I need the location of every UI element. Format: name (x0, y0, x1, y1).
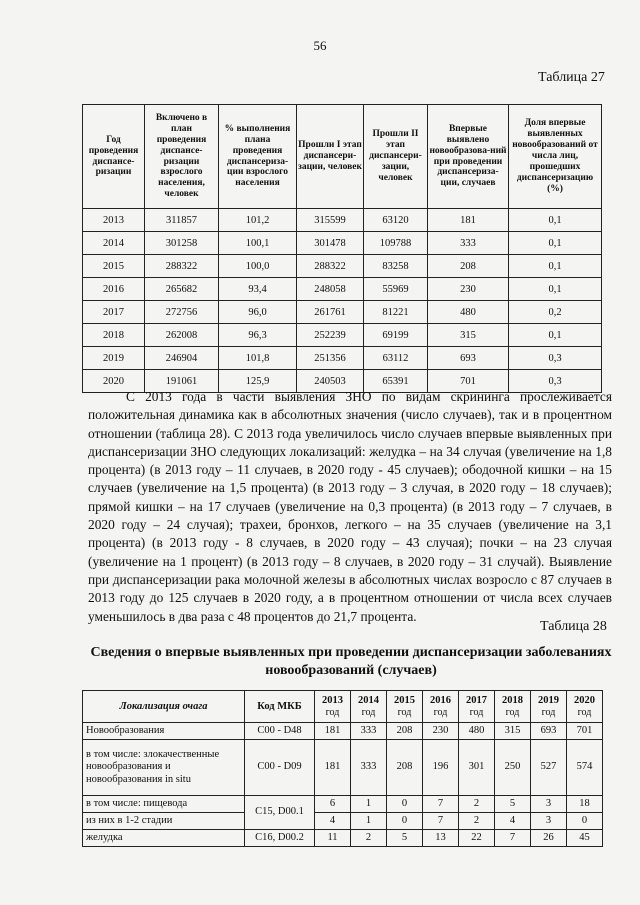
table-row (83, 813, 603, 830)
table-27-header: Впервые выявлено новообразова-ний при проведении диспансериза-ции, случаев (428, 105, 509, 209)
year-suffix: год (397, 706, 412, 718)
table-cell: 26 (531, 830, 567, 847)
table-cell: 93,4 (219, 278, 297, 301)
table-cell: 2 (459, 813, 495, 830)
paragraph-text: С 2013 года в части выявления ЗНО по видам скрининга прослеживается положительная динамика как в абсолютных значения (число случаев), так и в процентном отношении (таблица 28). С 2013 года увеличилось число случаев впервые выявленных при диспансеризации ЗНО следующих локализаций: желудка – на 34 случая (увеличение на 1,8 процента) (в 2013 году – 11 случаев, в 2020 году - 45 случаев); ободочной кишки – на 15 случаев (увеличение на 1,5 процента) (в 2013 году – 3 случая, в 2020 году – 18 случаев); прямой кишки – на 17 случаев (увеличение на 0,3 процента) (в 2013 году – 7 случаев, в 2020 году – 24 случая); трахеи, бронхов, легкого – на 35 случаев (увеличение на 3,1 процента) (в 2013 году - 8 случаев, в 2020 году – 43 случая); почки – на 23 случая (увеличение на 1 процент) (в 2013 году – 8 случаев, в 2020 году – 31 случай). Выявление при диспансеризации рака молочной железы в абсолютных числах возросло с 87 случаев в 2013 году до 125 случаев в 2020 году, а в процентном отношении от числа всех случаев уменьшилось в два раза с 48 процентов до 21,7 процента. (88, 389, 612, 624)
year-suffix: год (505, 706, 520, 718)
localization-cell: Новообразования (83, 723, 245, 740)
table-28-caption: Таблица 28 (540, 619, 607, 634)
table-27-header: Доля впервые выявленных новообразований от числа лиц, прошедших диспансеризацию (%) (509, 105, 602, 209)
table-row (83, 209, 602, 232)
year-label: 2017 (466, 695, 487, 707)
header-year (351, 691, 387, 723)
table-cell: 480 (459, 723, 495, 740)
table-cell: 45 (567, 830, 603, 847)
table-cell: 0,1 (509, 255, 602, 278)
table-cell: 301478 (297, 232, 364, 255)
table-cell: 13 (423, 830, 459, 847)
page-number: 56 (313, 38, 327, 53)
table-cell: 261761 (297, 301, 364, 324)
table-27-header: Год проведения диспансе-ризации (83, 105, 145, 209)
table-row (83, 232, 602, 255)
header-year (315, 691, 351, 723)
table-cell: 230 (428, 278, 509, 301)
table-cell: 2013 (83, 209, 145, 232)
table-cell: 65391 (364, 370, 428, 393)
year-label: 2020 (574, 695, 595, 707)
table-cell: 2020 (83, 370, 145, 393)
table-row (83, 347, 602, 370)
table-cell: 4 (315, 813, 351, 830)
localization-cell: в том числе: злокачественные новообразования и новообразования in situ (83, 740, 245, 796)
table-cell: 2015 (83, 255, 145, 278)
table-27-header: % выполнения плана проведения диспансериза-ции взрослого населения (219, 105, 297, 209)
table-27-header-row (83, 105, 602, 209)
table-cell: 301 (459, 740, 495, 796)
table-cell: 1 (351, 813, 387, 830)
year-label: 2013 (322, 695, 343, 707)
table-cell: 265682 (145, 278, 219, 301)
table-cell: 22 (459, 830, 495, 847)
table-28-header-row (83, 691, 603, 723)
table-cell: 4 (495, 813, 531, 830)
table-cell: 246904 (145, 347, 219, 370)
table-cell: 2 (459, 796, 495, 813)
table-cell: 18 (567, 796, 603, 813)
table-cell: 333 (351, 740, 387, 796)
table-cell: 196 (423, 740, 459, 796)
table-cell: 2016 (83, 278, 145, 301)
table-cell: 191061 (145, 370, 219, 393)
table-cell: 69199 (364, 324, 428, 347)
table-cell: 252239 (297, 324, 364, 347)
localization-cell: в том числе: пищевода (83, 796, 245, 813)
code-cell: C00 - D09 (245, 740, 315, 796)
year-suffix: год (361, 706, 376, 718)
header-year (567, 691, 603, 723)
table-cell: 701 (428, 370, 509, 393)
table-27-header: Прошли I этап диспансери-зации, человек (297, 105, 364, 209)
table-cell: 0,1 (509, 278, 602, 301)
table-27-header: Прошли II этап диспансери-зации, человек (364, 105, 428, 209)
table-cell: 5 (495, 796, 531, 813)
table-cell: 100,0 (219, 255, 297, 278)
code-cell: C00 - D48 (245, 723, 315, 740)
table-cell: 301258 (145, 232, 219, 255)
table-row (83, 278, 602, 301)
table-cell: 181 (428, 209, 509, 232)
table-cell: 208 (387, 740, 423, 796)
header-year (531, 691, 567, 723)
table-row (83, 740, 603, 796)
table-cell: 248058 (297, 278, 364, 301)
table-cell: 63112 (364, 347, 428, 370)
table-28 (82, 690, 603, 847)
table-cell: 0,3 (509, 347, 602, 370)
table-cell: 7 (495, 830, 531, 847)
table-cell: 208 (428, 255, 509, 278)
table-cell: 7 (423, 796, 459, 813)
year-label: 2019 (538, 695, 559, 707)
table-cell: 2017 (83, 301, 145, 324)
header-year (459, 691, 495, 723)
table-cell: 311857 (145, 209, 219, 232)
table-27 (82, 104, 602, 393)
table-cell: 96,3 (219, 324, 297, 347)
table-cell: 181 (315, 723, 351, 740)
table-cell: 693 (428, 347, 509, 370)
year-suffix: год (325, 706, 340, 718)
year-label: 2016 (430, 695, 451, 707)
table-cell: 0,3 (509, 370, 602, 393)
table-cell: 2019 (83, 347, 145, 370)
year-label: 2018 (502, 695, 523, 707)
table-cell: 109788 (364, 232, 428, 255)
table-cell: 288322 (297, 255, 364, 278)
body-paragraph (88, 388, 612, 626)
table-cell: 251356 (297, 347, 364, 370)
table-cell: 0,2 (509, 301, 602, 324)
table-cell: 288322 (145, 255, 219, 278)
header-year (495, 691, 531, 723)
code-cell: C16, D00.2 (245, 830, 315, 847)
table-cell: 315 (428, 324, 509, 347)
table-cell: 2014 (83, 232, 145, 255)
table-cell: 693 (531, 723, 567, 740)
table-cell: 315599 (297, 209, 364, 232)
table-cell: 100,1 (219, 232, 297, 255)
year-suffix: год (577, 706, 592, 718)
table-cell: 83258 (364, 255, 428, 278)
table-cell: 0 (567, 813, 603, 830)
table-cell: 240503 (297, 370, 364, 393)
table-27-header: Включено в план проведения диспансе-ризации взрослого населения, человек (145, 105, 219, 209)
table-cell: 574 (567, 740, 603, 796)
table-cell: 2018 (83, 324, 145, 347)
table-cell: 181 (315, 740, 351, 796)
table-cell: 55969 (364, 278, 428, 301)
table-cell: 262008 (145, 324, 219, 347)
table-cell: 3 (531, 796, 567, 813)
table-27-caption: Таблица 27 (538, 70, 605, 85)
localization-cell: желудка (83, 830, 245, 847)
table-cell: 96,0 (219, 301, 297, 324)
table-cell: 81221 (364, 301, 428, 324)
table-cell: 272756 (145, 301, 219, 324)
table-row (83, 255, 602, 278)
table-cell: 2 (351, 830, 387, 847)
table-cell: 0 (387, 813, 423, 830)
table-row (83, 301, 602, 324)
table-cell: 101,2 (219, 209, 297, 232)
table-cell: 0,1 (509, 324, 602, 347)
localization-cell: из них в 1-2 стадии (83, 813, 245, 830)
table-cell: 101,8 (219, 347, 297, 370)
year-suffix: год (469, 706, 484, 718)
table-cell: 63120 (364, 209, 428, 232)
table-row (83, 796, 603, 813)
table-cell: 480 (428, 301, 509, 324)
header-localization: Локализация очага (83, 691, 245, 723)
table-cell: 0,1 (509, 209, 602, 232)
year-suffix: год (433, 706, 448, 718)
code-cell: C15, D00.1 (245, 796, 315, 830)
table-cell: 208 (387, 723, 423, 740)
table-cell: 7 (423, 813, 459, 830)
table-cell: 527 (531, 740, 567, 796)
table-row (83, 723, 603, 740)
header-code: Код МКБ (245, 691, 315, 723)
table-cell: 1 (351, 796, 387, 813)
table-cell: 250 (495, 740, 531, 796)
table-cell: 11 (315, 830, 351, 847)
table-cell: 0 (387, 796, 423, 813)
table-cell: 3 (531, 813, 567, 830)
table-28-title: Сведения о впервые выявленных при проведении диспансеризации заболеваниях новообразований (случаев) (90, 645, 612, 678)
table-cell: 333 (428, 232, 509, 255)
year-label: 2015 (394, 695, 415, 707)
table-cell: 125,9 (219, 370, 297, 393)
table-cell: 701 (567, 723, 603, 740)
table-cell: 230 (423, 723, 459, 740)
year-label: 2014 (358, 695, 379, 707)
table-row (83, 324, 602, 347)
year-suffix: год (541, 706, 556, 718)
header-year (423, 691, 459, 723)
table-cell: 6 (315, 796, 351, 813)
table-row (83, 830, 603, 847)
table-cell: 333 (351, 723, 387, 740)
table-cell: 5 (387, 830, 423, 847)
table-cell: 0,1 (509, 232, 602, 255)
table-cell: 315 (495, 723, 531, 740)
header-year (387, 691, 423, 723)
